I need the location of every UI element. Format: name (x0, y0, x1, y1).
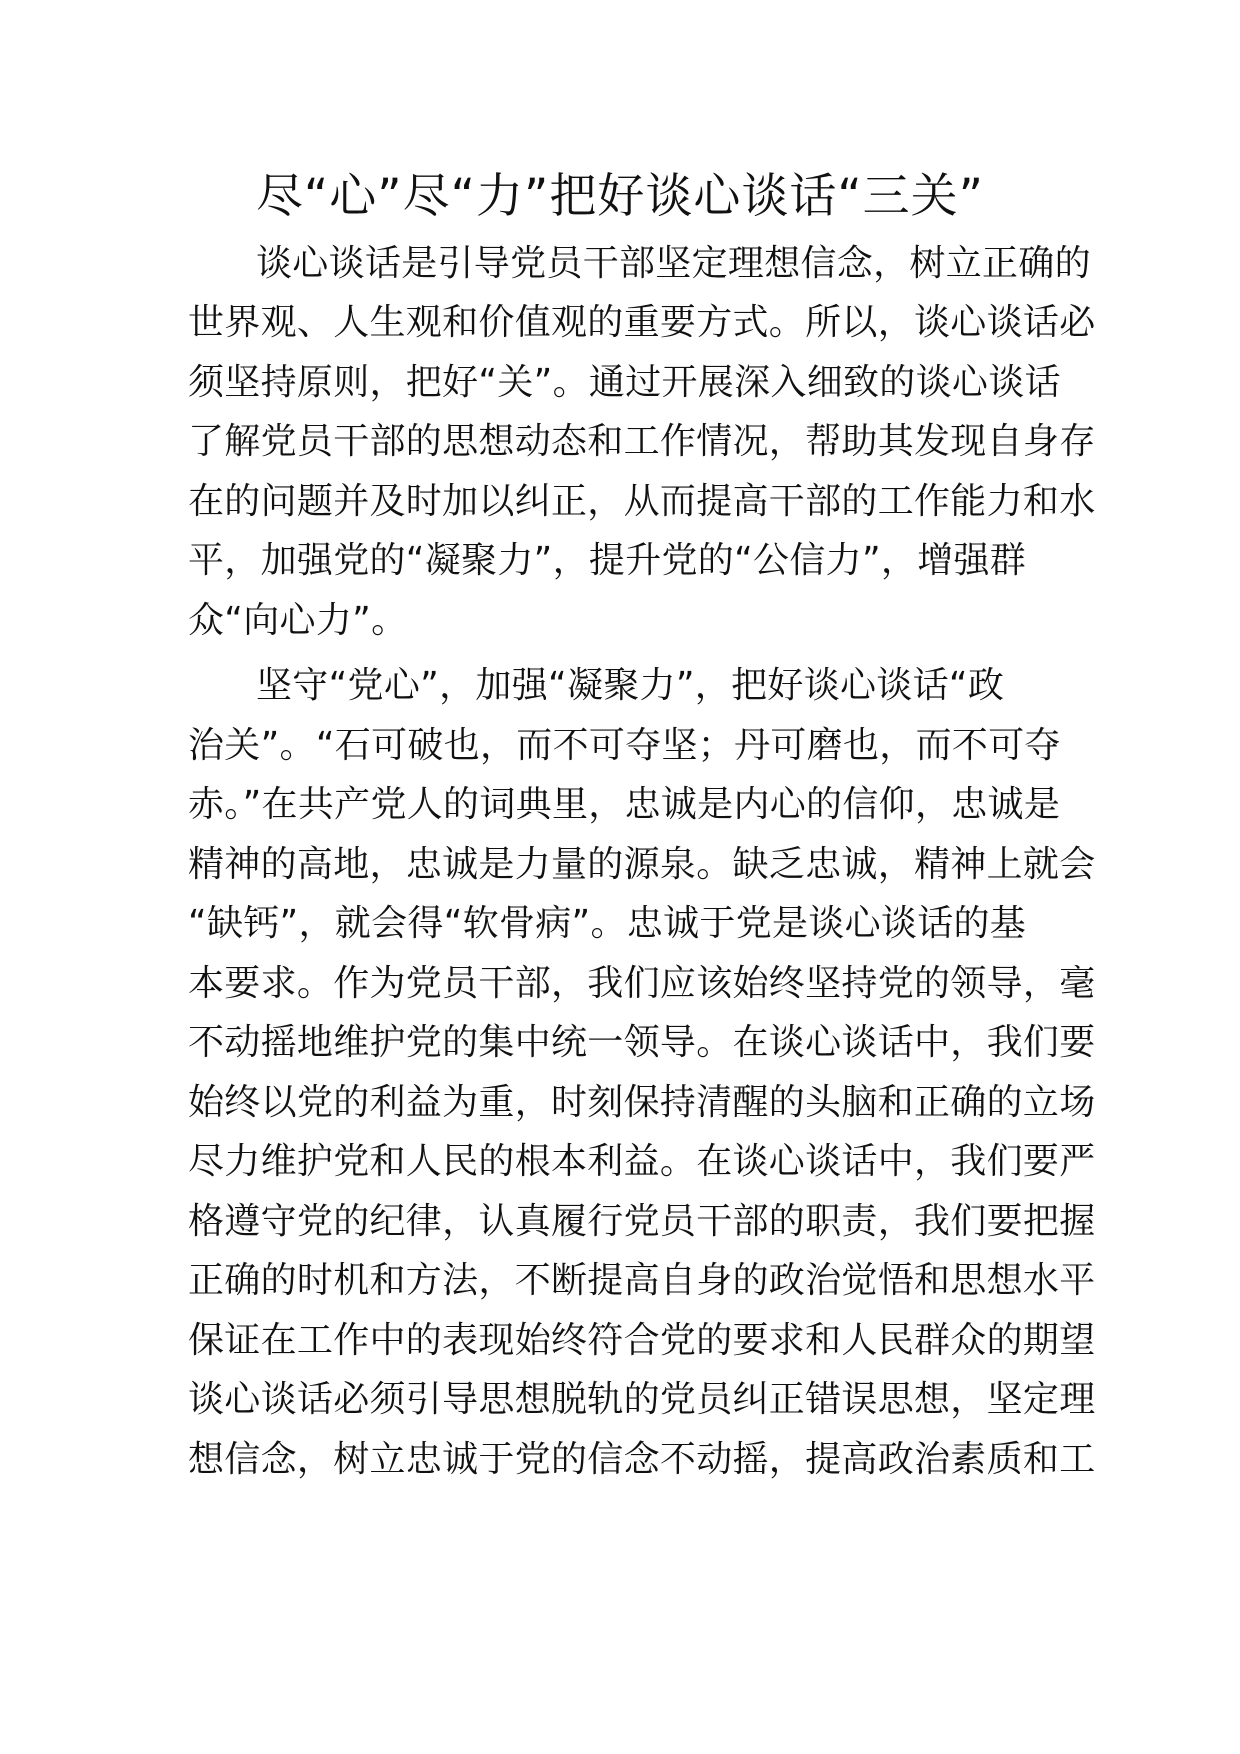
body-line: 正确的时机和方法，不断提高自身的政治觉悟和思想水平 (188, 1260, 1096, 1301)
body-line: 精神的高地，忠诚是力量的源泉。缺乏忠诚，精神上就会 (188, 844, 1096, 885)
body-line: 始终以党的利益为重，时刻保持清醒的头脑和正确的立场 (188, 1082, 1096, 1123)
body-line: “缺钙”，就会得“软骨病”。忠诚于党是谈心谈话的基 (188, 903, 1027, 944)
body-line: 尽力维护党和人民的根本利益。在谈心谈话中，我们要严 (188, 1141, 1096, 1182)
body-line: 保证在工作中的表现始终符合党的要求和人民群众的期望 (188, 1320, 1096, 1361)
body-line: 坚守“党心”，加强“凝聚力”，把好谈心谈话“政 (256, 665, 1005, 706)
body-line: 众“向心力”。 (188, 600, 408, 641)
body-line: 平，加强党的“凝聚力”，提升党的“公信力”，增强群 (188, 540, 1027, 581)
body-line: 须坚持原则，把好“关”。通过开展深入细致的谈心谈话 (188, 362, 1061, 403)
body-line: 治关”。“石可破也，而不可夺坚；丹可磨也，而不可夺 (188, 725, 1061, 766)
body-line: 谈心谈话是引导党员干部坚定理想信念，树立正确的 (256, 243, 1091, 284)
body-line: 了解党员干部的思想动态和工作情况，帮助其发现自身存 (188, 421, 1096, 462)
body-line: 赤。”在共产党人的词典里，忠诚是内心的信仰，忠诚是 (188, 784, 1061, 825)
body-line: 本要求。作为党员干部，我们应该始终坚持党的领导，毫 (188, 963, 1096, 1004)
body-line: 在的问题并及时加以纠正，从而提高干部的工作能力和水 (188, 481, 1096, 522)
body-line: 想信念，树立忠诚于党的信念不动摇，提高政治素质和工 (188, 1439, 1096, 1480)
body-line: 格遵守党的纪律，认真履行党员干部的职责，我们要把握 (188, 1201, 1096, 1242)
body-line: 不动摇地维护党的集中统一领导。在谈心谈话中，我们要 (188, 1022, 1096, 1063)
body-line: 谈心谈话必须引导思想脱轨的党员纠正错误思想，坚定理 (188, 1379, 1096, 1420)
body-line: 世界观、人生观和价值观的重要方式。所以，谈心谈话必 (188, 302, 1096, 343)
document-title: 尽“心”尽“力”把好谈心谈话“三关” (255, 169, 985, 224)
